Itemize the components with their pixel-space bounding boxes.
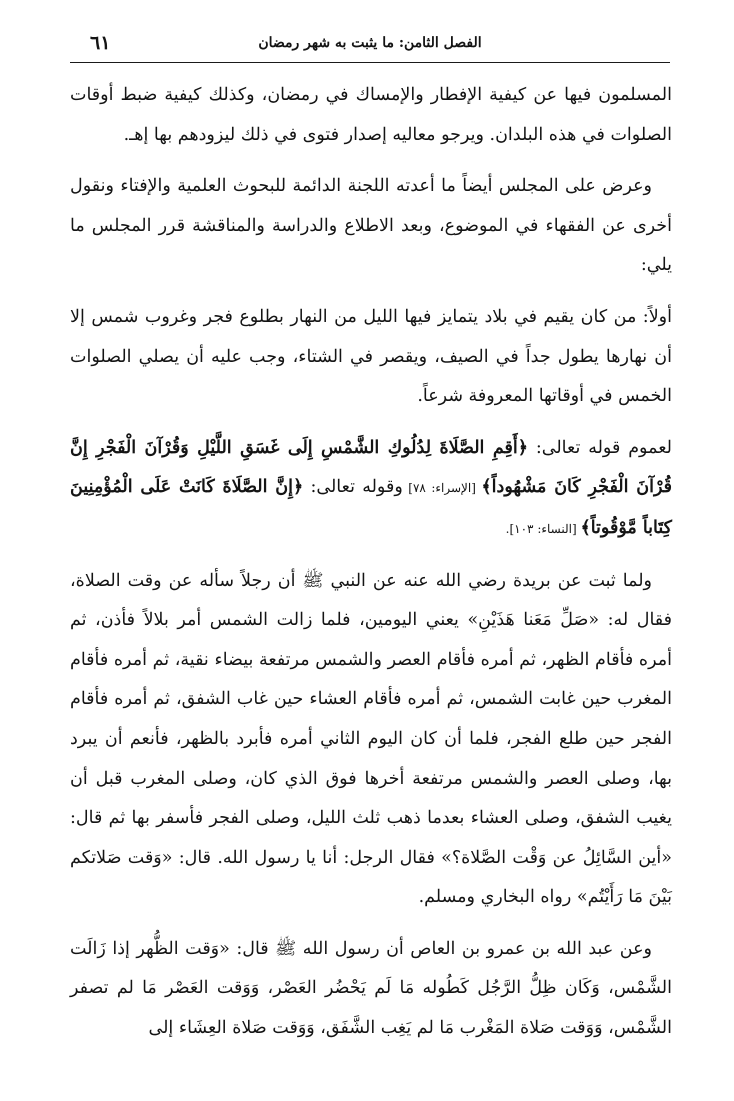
verse-reference-isra: [الإسراء: ٧٨] <box>402 481 482 496</box>
paragraph-council-review <box>70 167 672 286</box>
evidence-connector: وقوله تعالى: <box>303 477 403 498</box>
paragraph-buraida-hadith <box>70 562 672 918</box>
quran-verse-isra: ﴿أَقِمِ الصَّلَاةَ لِدُلُوكِ الشَّمْسِ إِلَى غَسَقِ اللَّيْلِ وَقُرْآنَ الْفَجْرِ إِنَّ قُرْآنَ الْفَجْرِ كَانَ مَشْهُوداً﴾ <box>70 437 673 498</box>
page-number: ٦١ <box>90 32 111 54</box>
paragraph-continuation: المسلمون فيها عن كيفية الإفطار والإمساك في رمضان، وكذلك كيفية ضبط أوقات الصلوات في هذه البلدان. ويرجو معاليه إصدار فتوى في ذلك ليزودهم بها إهـ. <box>70 85 672 145</box>
buraida-hadith-text: ولما ثبت عن بريدة رضي الله عنه عن النبي ﷺ أن رجلاً سأله عن وقت الصلاة، فقال له: «صَلِّ مَعَنا هَذَيْنِ» يعني اليومين، فلما زالت الشمس أمر بلالاً فأذن، ثم أمره فأقام الظهر، ثم أمره فأقام العصر والشمس مرتفعة بيضاء نقية، ثم أمره فأقام المغرب حين غابت الشمس، ثم أمره فأقام العشاء حين غاب الشفق، ثم أمره فأقام الفجر حين طلع الفجر، فلما أن كان اليوم الثاني أمره فأبرد بالظهر، فأنعم أن يبرد بها، وصلى العصر والشمس مرتفعة أخرها فوق الذي كان، وصلى المغرب قبل أن يغيب الشفق، وصلى العشاء بعدما ذهب ثلث الليل، وصلى الفجر فأسفر بها ثم قال: «أين السَّائِلُ عن وَقْت الصَّلاة؟» فقال الرجل: أنا يا رسول الله. قال: «وَقت صَلاتكم بَيْنَ مَا رَأَيْتُم» رواه البخاري ومسلم. <box>70 570 672 908</box>
paragraph-first-ruling: أولاً: من كان يقيم في بلاد يتمايز فيها الليل من النهار بطلوع فجر وغروب شمس إلا أن نهارها يطول جداً في الصيف، ويقصر في الشتاء، وجب عليه أن يصلي الصلوات الخمس في أوقاتها المعروفة شرعاً. <box>70 306 672 407</box>
chapter-title: الفصل الثامن: ما يثبت به شهر رمضان <box>258 35 482 51</box>
body-text <box>70 76 672 1049</box>
paragraph-quran-evidence <box>70 429 672 550</box>
evidence-intro: لعموم قوله تعالى: <box>527 437 672 458</box>
verse-reference-nisa: [النساء: ١٠٣]. <box>505 521 581 536</box>
page-header <box>70 28 670 63</box>
quran-verse-nisa: ﴿إِنَّ الصَّلَاةَ كَانَتْ عَلَى الْمُؤْمِنِينَ كِتَاباً مَّوْقُوتاً﴾ <box>70 477 672 538</box>
paragraph-abdullah-hadith <box>70 930 672 1049</box>
paragraph-council-review-text: وعرض على المجلس أيضاً ما أعدته اللجنة الدائمة للبحوث العلمية والإفتاء ونقول أخرى عن الفقهاء في الموضوع، وبعد الاطلاع والدراسة والمناقشة قرر المجلس ما يلي: <box>70 176 672 276</box>
abdullah-hadith-text: وعن عبد الله بن عمرو بن العاص أن رسول الله ﷺ قال: «وَقت الظُّهر إذا زَالَت الشَّمْس، وَكَان ظِلُّ الرَّجُل كَطُوله مَا لَم يَحْضُر العَصْر، وَوَقت العَصْر مَا لم تصفر الشَّمْس، وَوَقت صَلاة المَغْرب مَا لم يَغِب الشَّفَق، وَوَقت صَلاة العِشَاء إلى <box>70 938 672 1039</box>
